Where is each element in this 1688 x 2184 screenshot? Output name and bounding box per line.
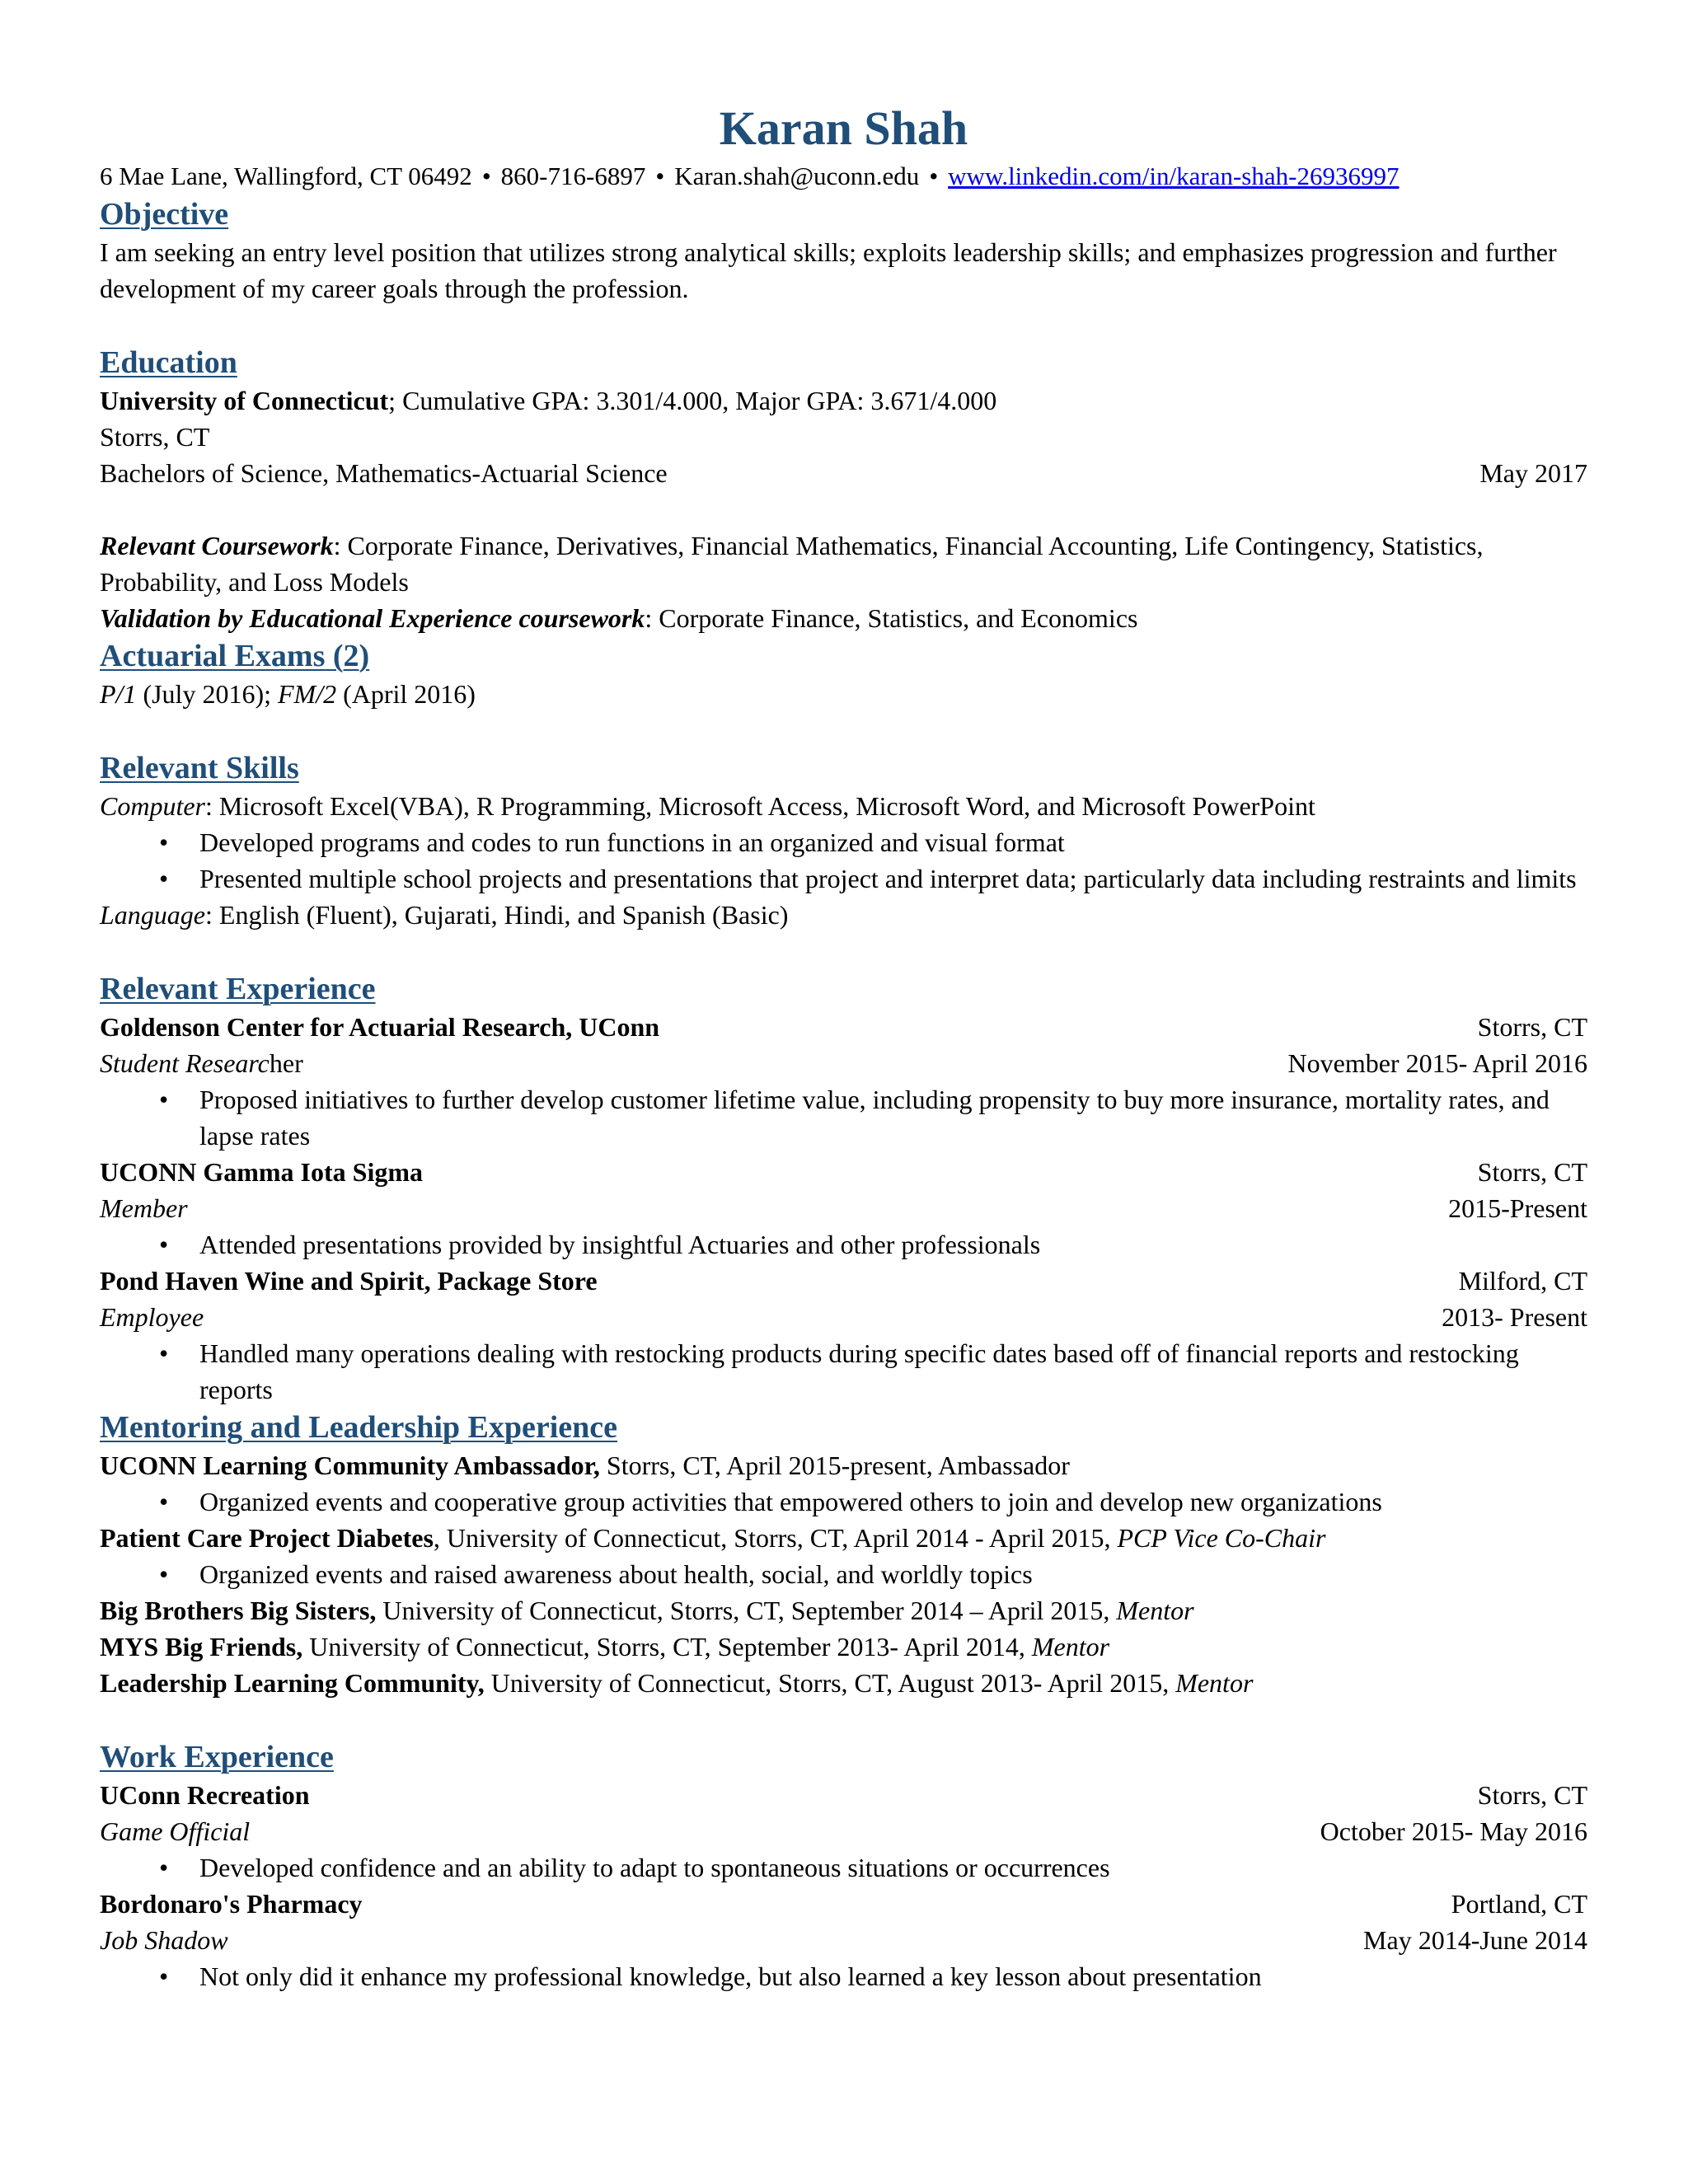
- job-header: [100, 1009, 1587, 1045]
- section-heading-exams: Actuarial Exams (2): [100, 639, 370, 673]
- mentoring-bullets: [100, 1483, 1587, 1520]
- exams-line: [100, 676, 1587, 712]
- job-role: Employee: [100, 1302, 204, 1332]
- list-item: • Handled many operations dealing with restocking products during specific dates based off of financial reports and restocking reports: [100, 1335, 1587, 1408]
- list-item: • Organized events and raised awareness about health, social, and worldly topics: [100, 1556, 1587, 1592]
- job-dates: 2015-Present: [1448, 1193, 1587, 1223]
- job-bullets: [100, 1958, 1587, 1994]
- phone: 860-716-6897: [500, 162, 646, 190]
- vee-label: Validation by Educational Experience coursework: [100, 603, 645, 633]
- contact-line: [100, 158, 1587, 194]
- mentoring-item: Big Brothers Big Sisters, University of Connecticut, Storrs, CT, September 2014 – April 2015, Mentor: [100, 1596, 1194, 1625]
- degree: Bachelors of Science, Mathematics-Actuarial Science: [100, 458, 668, 488]
- graduation-date: May 2017: [1479, 458, 1587, 488]
- list-item: • Developed programs and codes to run functions in an organized and visual format: [100, 824, 1587, 860]
- job-org: UConn Recreation: [100, 1780, 310, 1810]
- language-label: Language: [100, 900, 205, 930]
- mentoring-item: Leadership Learning Community, University of Connecticut, Storrs, CT, August 2013- April 2015, Mentor: [100, 1668, 1254, 1698]
- section-heading-objective: Objective: [100, 197, 229, 232]
- job-header: [100, 1154, 1587, 1190]
- exam-fm-date: (April 2016): [336, 679, 476, 709]
- job-role: Member: [100, 1193, 188, 1223]
- job-org: Goldenson Center for Actuarial Research, UConn: [100, 1012, 660, 1042]
- job-org: Bordonaro's Pharmacy: [100, 1889, 363, 1919]
- job-role-row: [100, 1813, 1587, 1849]
- section-heading-experience: Relevant Experience: [100, 972, 376, 1006]
- list-item: • Organized events and cooperative group activities that empowered others to join and develop new organizations: [100, 1483, 1587, 1520]
- section-heading-mentoring: Mentoring and Leadership Experience: [100, 1410, 618, 1445]
- mentoring-item: MYS Big Friends, University of Connecticut, Storrs, CT, September 2013- April 2014, Mentor: [100, 1632, 1110, 1661]
- job-role-row: [100, 1045, 1587, 1081]
- degree-row: [100, 455, 1587, 491]
- language-list: : English (Fluent), Gujarati, Hindi, and Spanish (Basic): [205, 900, 789, 930]
- separator: •: [929, 162, 939, 190]
- coursework-list: : Corporate Finance, Derivatives, Financial Mathematics, Financial Accounting, Life Contingency, Statistics, Probability, and Loss Models: [100, 531, 1484, 597]
- gpa: ; Cumulative GPA: 3.301/4.000, Major GPA: 3.671/4.000: [388, 386, 997, 415]
- job-bullets: [100, 1226, 1587, 1263]
- job-org: UCONN Gamma Iota Sigma: [100, 1157, 423, 1187]
- job-location: Storrs, CT: [1477, 1012, 1587, 1042]
- email: Karan.shah@uconn.edu: [674, 162, 920, 190]
- computer-label: Computer: [100, 791, 205, 821]
- skills-bullets: [100, 824, 1587, 897]
- section-heading-work: Work Experience: [100, 1740, 334, 1774]
- job-header: [100, 1886, 1587, 1922]
- job-role: Game Official: [100, 1816, 251, 1846]
- coursework: [100, 527, 1587, 600]
- mentoring-bullets: [100, 1556, 1587, 1592]
- job-location: Portland, CT: [1451, 1889, 1587, 1919]
- job-header: [100, 1777, 1587, 1813]
- job-dates: 2013- Present: [1442, 1302, 1587, 1332]
- job-dates: May 2014-June 2014: [1363, 1925, 1587, 1955]
- school-location: Storrs, CT: [100, 422, 210, 452]
- job-role-row: [100, 1922, 1587, 1958]
- job-role-row: [100, 1299, 1587, 1335]
- job-dates: November 2015- April 2016: [1287, 1048, 1587, 1078]
- vee-coursework: [100, 600, 1587, 636]
- exam-fm: FM/2: [277, 679, 337, 709]
- job-role: Job Shadow: [100, 1925, 228, 1955]
- job-header: [100, 1263, 1587, 1299]
- job-location: Storrs, CT: [1477, 1780, 1587, 1810]
- job-dates: October 2015- May 2016: [1320, 1816, 1587, 1846]
- list-item: • Not only did it enhance my professional knowledge, but also learned a key lesson about presentation: [100, 1958, 1587, 1994]
- computer-list: : Microsoft Excel(VBA), R Programming, Microsoft Access, Microsoft Word, and Microsoft PowerPoint: [205, 791, 1315, 821]
- exam-p-date: (July 2016);: [136, 679, 278, 709]
- computer-skills: [100, 788, 1587, 824]
- job-location: Storrs, CT: [1477, 1157, 1587, 1187]
- job-org: Pond Haven Wine and Spirit, Package Store: [100, 1266, 598, 1296]
- section-heading-skills: Relevant Skills: [100, 751, 299, 785]
- linkedin-link[interactable]: www.linkedin.com/in/karan-shah-26936997: [948, 162, 1400, 190]
- candidate-name: Karan Shah: [719, 101, 968, 155]
- address: 6 Mae Lane, Wallingford, CT 06492: [100, 162, 472, 190]
- job-role-row: [100, 1190, 1587, 1226]
- language-skills: [100, 897, 1587, 933]
- education-school-line: [100, 382, 1587, 419]
- school-name: University of Connecticut: [100, 386, 389, 415]
- list-item: • Developed confidence and an ability to adapt to spontaneous situations or occurrences: [100, 1849, 1587, 1886]
- exam-p: P/1: [100, 679, 137, 709]
- separator: •: [481, 162, 491, 190]
- job-bullets: [100, 1081, 1587, 1154]
- job-location: Milford, CT: [1458, 1266, 1587, 1296]
- coursework-label: Relevant Coursework: [100, 531, 334, 560]
- resume-page: [100, 99, 1587, 1994]
- section-heading-education: Education: [100, 345, 237, 380]
- list-item: • Proposed initiatives to further develop customer lifetime value, including propensity to buy more insurance, mortality rates, and lapse rates: [100, 1081, 1587, 1154]
- job-bullets: [100, 1849, 1587, 1886]
- mentoring-item: UCONN Learning Community Ambassador, Storrs, CT, April 2015-present, Ambassador: [100, 1451, 1070, 1480]
- job-role: Student Researcher: [100, 1048, 303, 1078]
- vee-list: : Corporate Finance, Statistics, and Economics: [645, 603, 1138, 633]
- objective-text: I am seeking an entry level position that utilizes strong analytical skills; exploits leadership skills; and emphasizes progression and further development of my career goals through the profession.: [100, 237, 1557, 303]
- list-item: • Presented multiple school projects and presentations that project and interpret data; particularly data including restraints and limits: [100, 860, 1587, 897]
- job-bullets: [100, 1335, 1587, 1408]
- list-item: • Attended presentations provided by insightful Actuaries and other professionals: [100, 1226, 1587, 1263]
- mentoring-item: Patient Care Project Diabetes, University of Connecticut, Storrs, CT, April 2014 - April 2015, PCP Vice Co-Chair: [100, 1523, 1326, 1553]
- separator: •: [655, 162, 665, 190]
